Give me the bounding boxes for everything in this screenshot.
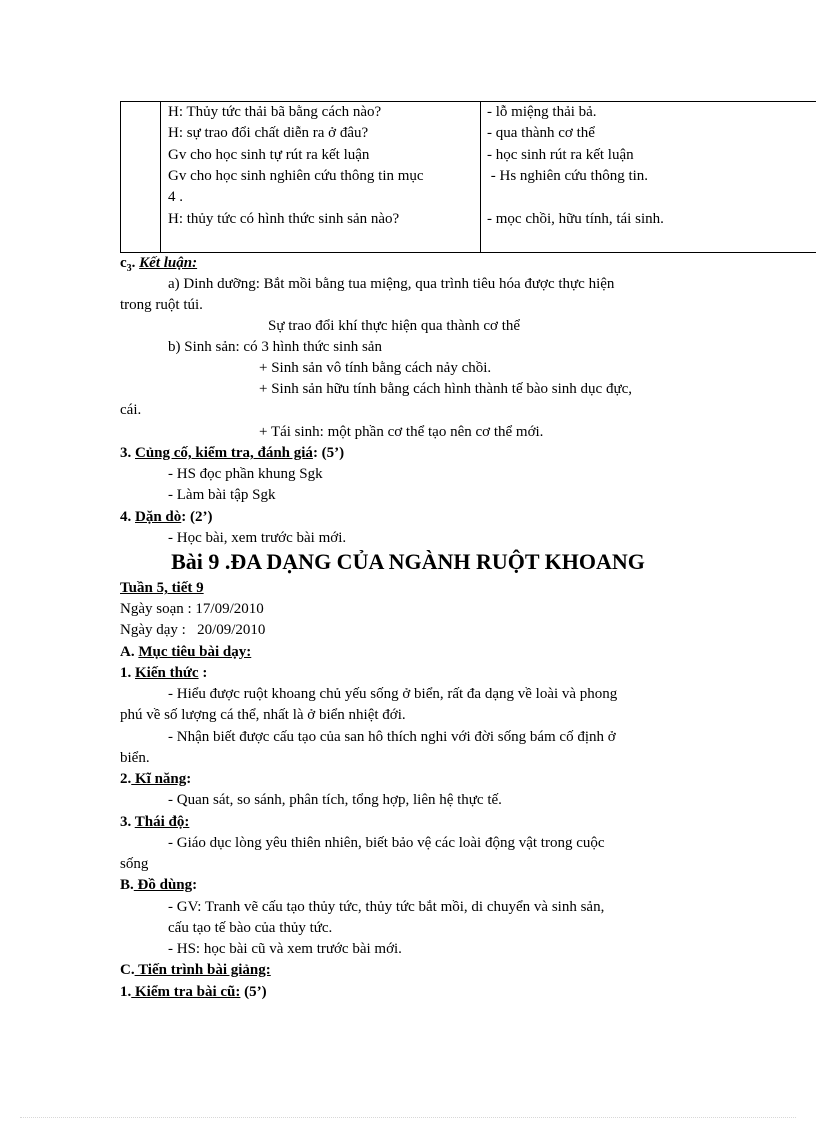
prep-date: Ngày soạn : 17/09/2010 xyxy=(120,601,264,617)
table-border-left xyxy=(120,101,121,252)
conclusion-a-line: Sự trao đổi khí thực hiện qua thành cơ thể xyxy=(268,318,521,334)
paragraph-line: cấu tạo tế bào của thủy tức. xyxy=(168,920,333,936)
table-cell-left: H: Thủy tức thải bã bằng cách nào? xyxy=(168,104,382,120)
subsection-heading: 1. Kiến thức : xyxy=(120,665,208,681)
paragraph-line: - Hiểu được ruột khoang chủ yếu sống ở biển, rất đa dạng về loài và phong xyxy=(168,686,618,702)
list-item: - HS đọc phần khung Sgk xyxy=(168,466,323,482)
subsection-heading: 1. Kiểm tra bài cũ: (5’) xyxy=(120,984,267,1000)
table-cell-right: - mọc chồi, hữu tính, tái sinh. xyxy=(487,211,664,227)
table-border-col2 xyxy=(480,101,481,252)
table-border-col1 xyxy=(160,101,161,252)
paragraph-line: - GV: Tranh vẽ cấu tạo thủy tức, thủy tức bắt mồi, di chuyển và sinh sản, xyxy=(168,899,605,915)
paragraph-line: - Quan sát, so sánh, phân tích, tổng hợp, liên hệ thực tế. xyxy=(168,792,502,808)
conclusion-a-line: a) Dinh dưỡng: Bắt mồi bằng tua miệng, qua trình tiêu hóa được thực hiện xyxy=(168,276,615,292)
section-heading: A. Mục tiêu bài dạy: xyxy=(120,644,252,660)
conclusion-b-line: + Tái sinh: một phần cơ thể tạo nên cơ thể mới. xyxy=(259,424,544,440)
conclusion-a-line: trong ruột túi. xyxy=(120,297,203,313)
teach-date: Ngày dạy : 20/09/2010 xyxy=(120,622,266,638)
conclusion-heading: $c_3$. Kết luận: xyxy=(120,255,198,274)
table-cell-left: Gv cho học sinh tự rút ra kết luận xyxy=(168,147,370,163)
section-heading: 4. Dặn dò: (2’) xyxy=(120,509,213,525)
conclusion-b-line: cái. xyxy=(120,402,142,418)
table-cell-left: H: sự trao đổi chất diễn ra ở đâu? xyxy=(168,125,369,141)
table-cell-right: - học sinh rút ra kết luận xyxy=(487,147,634,163)
paragraph-line: - Nhận biết được cấu tạo của san hô thích nghi với đời sống bám cố định ở xyxy=(168,729,616,745)
table-cell-right: - qua thành cơ thể xyxy=(487,125,595,141)
week-label: Tuần 5, tiết 9 xyxy=(120,580,204,596)
section-heading: C. Tiến trình bài giảng: xyxy=(120,962,271,978)
paragraph-line: - HS: học bài cũ và xem trước bài mới. xyxy=(168,941,402,957)
section-heading: 3. Củng cố, kiểm tra, đánh giá: (5’) xyxy=(120,445,345,461)
list-item: - Làm bài tập Sgk xyxy=(168,487,276,503)
lesson-title: Bài 9 .ĐA DẠNG CỦA NGÀNH RUỘT KHOANG xyxy=(171,549,645,574)
subsection-heading: 2. Kĩ năng: xyxy=(120,771,192,787)
table-cell-left: Gv cho học sinh nghiên cứu thông tin mục xyxy=(168,168,424,184)
table-cell-left: 4 . xyxy=(168,189,183,205)
list-item: - Học bài, xem trước bài mới. xyxy=(168,530,347,546)
paragraph-line: phú về số lượng cá thể, nhất là ở biển nhiệt đới. xyxy=(120,707,406,723)
table-cell-left: H: thủy tức có hình thức sinh sản nào? xyxy=(168,211,400,227)
paragraph-line: sống xyxy=(120,856,149,872)
paragraph-line: - Giáo dục lòng yêu thiên nhiên, biết bảo vệ các loài động vật trong cuộc xyxy=(168,835,605,851)
table-cell-right: - lỗ miệng thải bả. xyxy=(487,104,597,120)
conclusion-b-line: b) Sinh sản: có 3 hình thức sinh sản xyxy=(168,339,382,355)
subsection-heading: 3. Thái độ: xyxy=(120,814,190,830)
section-heading: B. Đồ dùng: xyxy=(120,877,198,893)
table-cell-right: - Hs nghiên cứu thông tin. xyxy=(487,168,649,184)
conclusion-b-line: + Sinh sản vô tính bằng cách nảy chồi. xyxy=(259,360,492,376)
paragraph-line: biển. xyxy=(120,750,150,766)
page-footer-divider xyxy=(20,1117,796,1118)
conclusion-b-line: + Sinh sản hữu tính bằng cách hình thành tế bào sinh dục đực, xyxy=(259,381,632,397)
